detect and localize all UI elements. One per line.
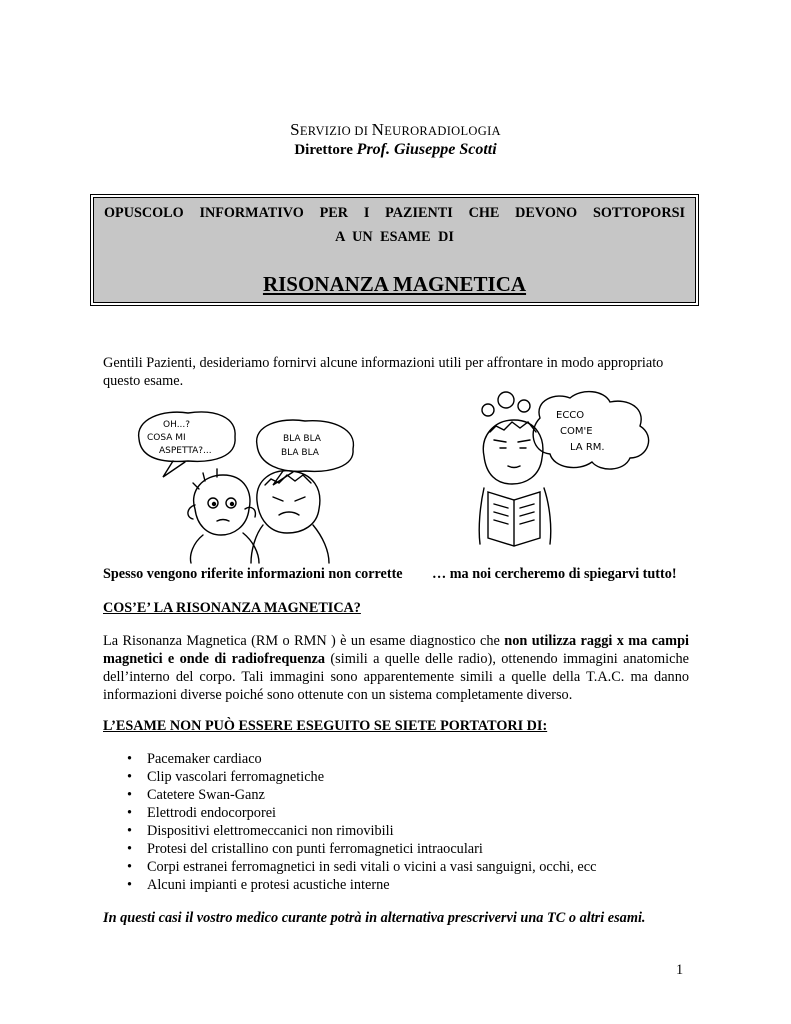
- list-item: • Catetere Swan-Ganz: [103, 786, 596, 804]
- thought-line3: LA RM.: [570, 442, 605, 453]
- section1-text-bold: non utilizza raggi x ma campi magnetici e onde di radiofrequenza: [103, 633, 690, 667]
- bubble1-line2: COSA MI: [147, 433, 186, 443]
- main-title: RISONANZA MAGNETICA: [262, 272, 527, 296]
- intro-paragraph: Gentili Pazienti, desideriamo fornirvi alcune informazioni utili per affrontare in modo appropriato questo esame.: [103, 355, 664, 389]
- thought-line1: ECCO: [556, 410, 585, 421]
- section1-text-a: La Risonanza Magnetica (RM o RMN ) è un esame diagnostico che: [103, 633, 505, 649]
- department-title: SERVIZIO DI NEURORADIOLOGIA: [290, 120, 501, 139]
- closing-note: In questi casi il vostro medico curante potrà in alternativa prescrivervi una TC o altri esami.: [103, 910, 646, 926]
- bubble1-line1: OH...?: [163, 420, 191, 430]
- list-item: • Clip vascolari ferromagnetiche: [103, 768, 596, 786]
- thought-line2: COM'E: [560, 426, 593, 437]
- caption-left: Spesso vengono riferite informazioni non corrette: [103, 566, 403, 582]
- page-number: 1: [676, 962, 684, 978]
- bubble2-line1: BLA BLA: [283, 434, 321, 444]
- director-prefix: Direttore: [294, 142, 353, 158]
- cartoon-confused-children: [133, 405, 363, 565]
- list-item: • Protesi del cristallino con punti ferromagnetici intraoculari: [103, 840, 596, 858]
- list-item: • Dispositivi elettromeccanici non rimovibili: [103, 822, 596, 840]
- bubble2-line2: BLA BLA: [281, 448, 319, 458]
- section1-heading: COS’E’ LA RISONANZA MAGNETICA?: [103, 600, 361, 616]
- director-line: [0, 141, 791, 159]
- section1-paragraph: [103, 632, 689, 704]
- bubble1-line3: ASPETTA?...: [159, 446, 212, 456]
- title-box: [93, 197, 696, 303]
- contraindications-list: [103, 750, 596, 894]
- list-item: • Pacemaker cardiaco: [103, 750, 596, 768]
- list-item: • Corpi estranei ferromagnetici in sedi vitali o vicini a vasi sanguigni, occhi, ecc: [103, 858, 596, 876]
- title-line-2: A UN ESAME DI: [335, 229, 454, 245]
- section1-text-c: (simili a quelle delle radio), ottenendo immagini anatomiche dell’interno del corpo. Tali immagini sono apparentemente simili a quelle della T.A.C. ma danno informazioni diverse poiché sono ottenute con un sistema completamente diverso.: [103, 651, 689, 703]
- director-name: Prof. Giuseppe Scotti: [356, 141, 497, 158]
- list-item: • Alcuni impianti e protesi acustiche interne: [103, 876, 596, 894]
- title-line-1: OPUSCOLO INFORMATIVO PER I PAZIENTI CHE DEVONO SOTTOPORSI: [104, 205, 685, 221]
- section2-heading: L’ESAME NON PUÒ ESSERE ESEGUITO SE SIETE PORTATORI DI:: [103, 718, 548, 734]
- list-item: • Elettrodi endocorporei: [103, 804, 596, 822]
- caption-right: … ma noi cercheremo di spiegarvi tutto!: [432, 566, 677, 582]
- cartoon-reading-child: [470, 388, 670, 548]
